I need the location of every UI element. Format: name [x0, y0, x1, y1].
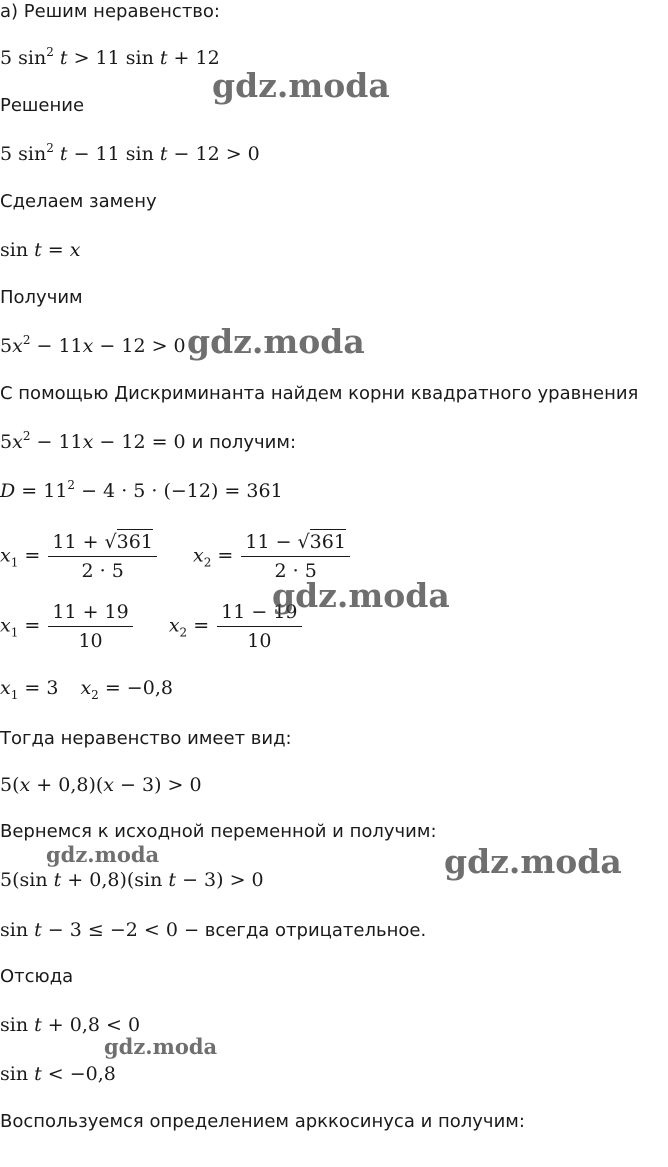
- sign-analysis-text: − всегда отрицательное.: [183, 920, 427, 941]
- inequality-original: 5 $\sin^2 t > 11$ sin t + 12: [0, 45, 220, 69]
- roots-values: $x_1 = 3$ $x_2 = -0,8$: [0, 677, 173, 702]
- quadratic-equation: $5x^2 - 11x - 12 = 0$: [0, 429, 186, 453]
- discriminant-intro: С помощью Дискриминанта найдем корни квадратного уравнения: [0, 383, 639, 404]
- task-heading: а) Решим неравенство:: [0, 1, 220, 22]
- quadratic-equation-text: и получим:: [191, 432, 297, 453]
- result-label: Получим: [0, 287, 83, 308]
- watermark-logo: gdz.moda: [46, 842, 160, 867]
- sin-inequality-step2: sin t < −0,8: [0, 1063, 116, 1085]
- solution-heading: Решение: [0, 95, 85, 116]
- return-variable-intro: Вернемся к исходной переменной и получим:: [0, 821, 437, 842]
- hence-label: Отсюда: [0, 966, 74, 987]
- factored-inequality: 5(x + 0,8)(x − 3) > 0: [0, 774, 202, 796]
- watermark-logo: gdz.moda: [212, 66, 390, 105]
- watermark-logo: gdz.moda: [187, 322, 365, 361]
- quadratic-equation-line: [0, 430, 296, 455]
- substitution-formula: sin t = x: [0, 239, 81, 261]
- sin-inequality-step1: sin t + 0,8 < 0: [0, 1014, 141, 1036]
- substitution-label: Сделаем замену: [0, 191, 157, 212]
- inequality-moved: 5 $\sin^2 t - 11$ sin t − 12 > 0: [0, 141, 260, 165]
- watermark-logo: gdz.moda: [104, 1034, 218, 1059]
- roots-numeric-formula: $x_1$ = $\frac{11 + 19}{10}$ $x_2$ = $\frac{11 - 19}{10}$: [0, 601, 304, 652]
- discriminant-formula: $D = 11^2 - 4 \cdot 5 \cdot (-12) = 361$: [0, 478, 283, 502]
- sin-factored-inequality: 5(sin t + 0,8)(sin t − 3) > 0: [0, 869, 264, 891]
- watermark-logo: gdz.moda: [272, 576, 450, 615]
- sign-analysis-formula: sin t − 3 ≤ −2 < 0: [0, 919, 178, 941]
- sign-analysis-line: [0, 918, 426, 943]
- quadratic-inequality: $5x^2 - 11x - 12 > 0$: [0, 333, 186, 357]
- factored-intro: Тогда неравенство имеет вид:: [0, 728, 292, 749]
- watermark-logo: gdz.moda: [444, 842, 622, 881]
- arccos-intro: Воспользуемся определением арккосинуса и получим:: [0, 1111, 525, 1132]
- roots-sqrt-formula: $x_1$ = $\frac{11 + √361}{2 \cdot 5}$ $x_2$ = $\frac{11 - √361}{2 \cdot 5}$: [0, 531, 352, 582]
